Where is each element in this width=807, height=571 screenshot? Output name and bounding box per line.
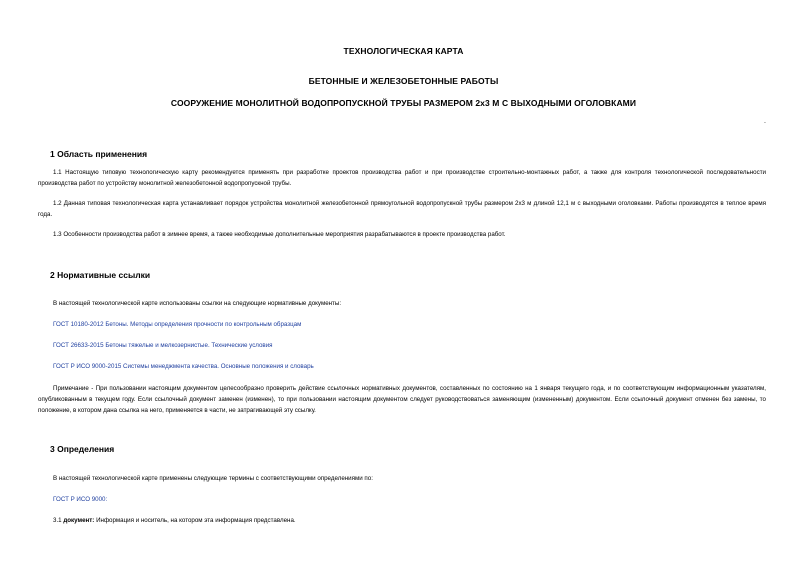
- section2-note: Примечание - При пользовании настоящим документом целесообразно проверить действие ссылочных нормативных документов, составленных по состоянию на 1 января текущего года, и по соответствующим информационным указателям, опубликованным в текущем году. Если ссылочный документ заменен (изменен), то при пользовании настоящим документом следует руководствоваться заменяющим (измененным) документом. Если ссылочный документ отменен без замены, то положение, в котором дана ссылка на него, применяется в части, не затрагивающей эту ссылку.: [38, 385, 766, 414]
- definition-3-1: [53, 517, 296, 524]
- section3-intro: В настоящей технологической карте применены следующие термины с соответствующими определениями по:: [53, 475, 373, 482]
- section1-heading: 1 Область применения: [50, 149, 148, 159]
- card-title: ТЕХНОЛОГИЧЕСКАЯ КАРТА: [343, 46, 464, 56]
- reference-link-gost-26633[interactable]: ГОСТ 26633-2015 Бетоны тяжелые и мелкозернистые. Технические условия: [53, 342, 273, 349]
- section1-paragraph-3: 1.3 Особенности производства работ в зимнее время, а также необходимые дополнительные мероприятия разрабатываются в проекте производства работ.: [53, 231, 506, 238]
- subject-title: СООРУЖЕНИЕ МОНОЛИТНОЙ ВОДОПРОПУСКНОЙ ТРУБЫ РАЗМЕРОМ 2х3 М С ВЫХОДНЫМИ ОГОЛОВКАМИ: [170, 98, 637, 108]
- definition-term: документ:: [63, 517, 95, 524]
- reference-link-gost-iso-9000[interactable]: ГОСТ Р ИСО 9000-2015 Системы менеджмента качества. Основные положения и словарь: [53, 363, 314, 370]
- definitions-source-link[interactable]: ГОСТ Р ИСО 9000:: [53, 496, 108, 503]
- stray-dot: .: [764, 118, 766, 125]
- section1-paragraph-2: 1.2 Данная типовая технологическая карта устанавливает порядок устройства монолитной железобетонной прямоугольной водопропускной трубы размером 2х3 м длиной 12,1 м с выходными оголовками. Работы производятся в теплое время года.: [38, 200, 766, 218]
- section2-heading: 2 Нормативные ссылки: [50, 270, 151, 280]
- work-type-title: БЕТОННЫЕ И ЖЕЛЕЗОБЕТОННЫЕ РАБОТЫ: [308, 76, 499, 86]
- reference-link-gost-10180[interactable]: ГОСТ 10180-2012 Бетоны. Методы определения прочности по контрольным образцам: [53, 321, 302, 328]
- section1-paragraph-1: 1.1 Настоящую типовую технологическую карту рекомендуется применять при разработке проектов производства работ и при производстве строительно-монтажных работ, а также для контроля технологической последовательности производства работ по устройству монолитной железобетонной водопропускной трубы.: [38, 169, 766, 187]
- definition-number: 3.1: [53, 517, 62, 524]
- section3-heading: 3 Определения: [50, 444, 115, 454]
- definition-text: Информация и носитель, на котором эта информация представлена.: [96, 517, 296, 524]
- section2-intro: В настоящей технологической карте использованы ссылки на следующие нормативные документы:: [53, 300, 342, 307]
